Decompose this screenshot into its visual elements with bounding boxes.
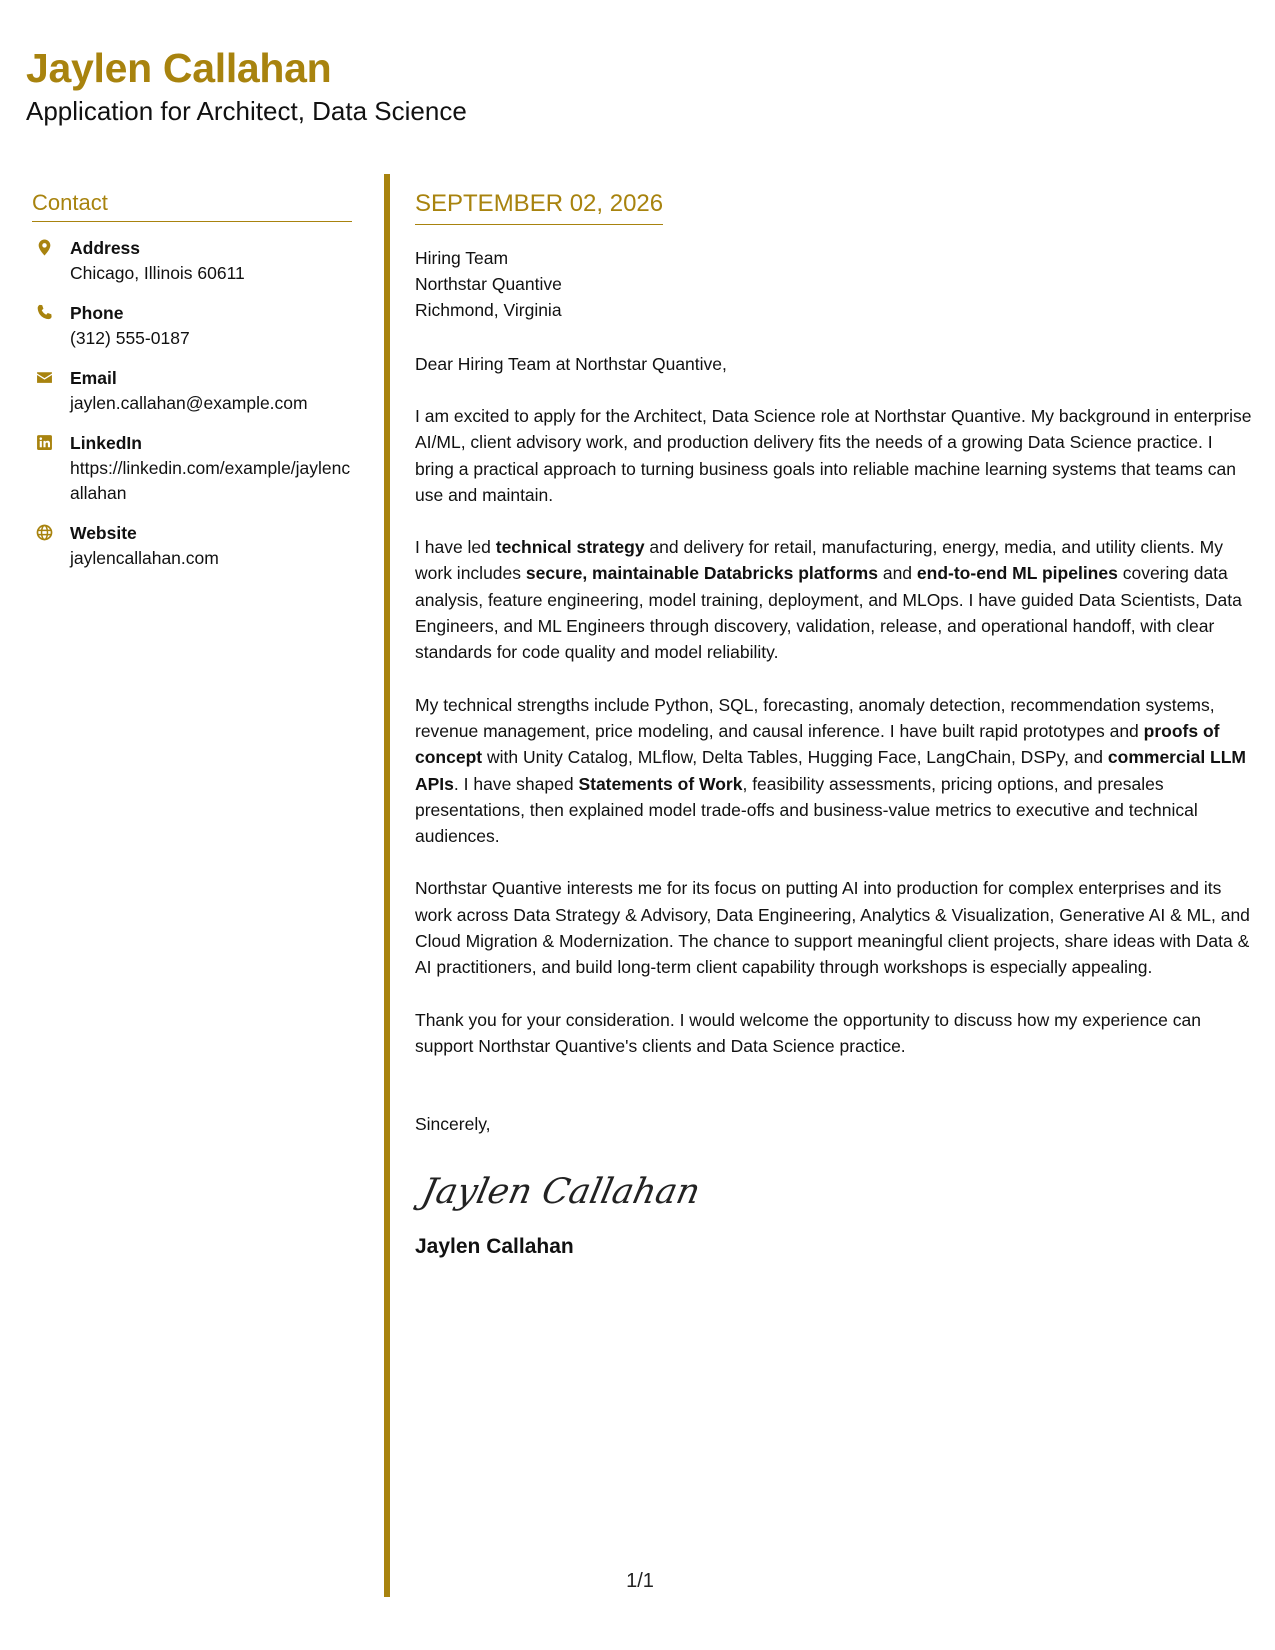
contact-label: Website — [70, 523, 137, 543]
handwritten-signature — [415, 1161, 1253, 1217]
contact-label: Email — [70, 368, 117, 388]
address-value: Chicago, Illinois 60611 — [70, 263, 245, 283]
emphasis-run: technical strategy — [495, 537, 645, 558]
recipient-line: Hiring Team — [415, 248, 509, 268]
globe-icon — [32, 521, 70, 571]
contact-item-linkedin — [32, 431, 352, 506]
application-subtitle: Application for Architect, Data Science — [26, 96, 467, 126]
closing: Sincerely, — [415, 1114, 491, 1135]
text-run: My technical strengths include Python, SQL, forecasting, anomaly detection, recommendation systems, revenue management, price modeling, and causal inference. I have built rapid prototypes and — [415, 694, 1215, 741]
contact-sidebar — [32, 190, 352, 586]
envelope-icon — [32, 366, 70, 416]
contact-label: Address — [70, 238, 141, 258]
contact-heading: Contact — [32, 190, 352, 222]
text-run: and — [877, 563, 917, 584]
text-run: , feasibility assessments, pricing options, and presales presentations, then explained model trade-offs and business-value metrics to executive and technical audiences. — [415, 773, 1198, 847]
contact-item-email — [32, 366, 352, 416]
text-run: with Unity Catalog, MLflow, Delta Tables, Hugging Face, LangChain, DSPy, and — [482, 747, 1108, 768]
emphasis-run: secure, maintainable Databricks platforms — [525, 563, 878, 584]
signer-name: Jaylen Callahan — [415, 1235, 574, 1259]
letter-body — [415, 190, 1253, 1259]
contact-item-address — [32, 236, 352, 286]
emphasis-run: end-to-end ML pipelines — [916, 563, 1118, 584]
letter-date: SEPTEMBER 02, 2026 — [415, 190, 663, 225]
contact-label: LinkedIn — [70, 433, 142, 453]
emphasis-run: proofs of concept — [415, 720, 1220, 768]
recipient-line: Northstar Quantive — [415, 274, 562, 294]
paragraph-interest: Northstar Quantive interests me for its focus on putting AI into production for complex enterprises and its work across Data Strategy & Advisory, Data Engineering, Analytics & Visualization, Generative AI & ML, and Cloud Migration & Modernization. The chance to support meaningful client projects, share ideas with Data & AI practitioners, and build long-term client capability through workshops is especially appealing. — [415, 878, 1250, 978]
emphasis-run: Statements of Work — [578, 773, 743, 794]
text-run: and delivery for retail, manufacturing, energy, media, and utility clients. My work includes — [415, 537, 1223, 584]
paragraph-intro: I am excited to apply for the Architect, Data Science role at Northstar Quantive. My background in enterprise AI/ML, client advisory work, and production delivery fits the needs of a growing Data Science practice. I bring a practical approach to turning business goals into reliable machine learning systems that teams can use and maintain. — [415, 406, 1252, 505]
vertical-divider — [384, 174, 390, 1597]
emphasis-run: commercial LLM APIs — [415, 747, 1247, 794]
contact-item-website — [32, 521, 352, 571]
phone-value: (312) 555-0187 — [70, 328, 190, 348]
letter-header — [26, 45, 467, 126]
paragraph-thanks: Thank you for your consideration. I would welcome the opportunity to discuss how my experience can support Northstar Quantive's clients and Data Science practice. — [415, 1009, 1201, 1056]
linkedin-icon — [32, 431, 70, 506]
email-value[interactable]: jaylen.callahan@example.com — [70, 393, 308, 413]
text-run: covering data analysis, feature engineering, model training, deployment, and MLOps. I have guided Data Scientists, Data Engineers, and ML Engineers through discovery, validation, release, and operational handoff, with clear standards for code quality and model reliability. — [415, 563, 1242, 663]
paragraph-experience — [415, 534, 1253, 665]
signature-text: Jaylen Callahan — [418, 1171, 704, 1213]
applicant-name: Jaylen Callahan — [26, 45, 332, 91]
paragraph-strengths — [415, 692, 1253, 850]
website-value[interactable]: jaylencallahan.com — [70, 548, 219, 568]
page-number: 1/1 — [626, 1570, 654, 1592]
contact-item-phone — [32, 301, 352, 351]
recipient-line: Richmond, Virginia — [415, 300, 562, 320]
map-pin-icon — [32, 236, 70, 286]
salutation: Dear Hiring Team at Northstar Quantive, — [415, 354, 727, 374]
phone-icon — [32, 301, 70, 351]
text-run: . I have shaped — [453, 773, 579, 794]
linkedin-value[interactable]: https://linkedin.com/example/jaylencallahan — [70, 458, 351, 503]
recipient-block — [415, 245, 1253, 323]
contact-label: Phone — [70, 303, 124, 323]
text-run: I have led — [415, 537, 496, 558]
